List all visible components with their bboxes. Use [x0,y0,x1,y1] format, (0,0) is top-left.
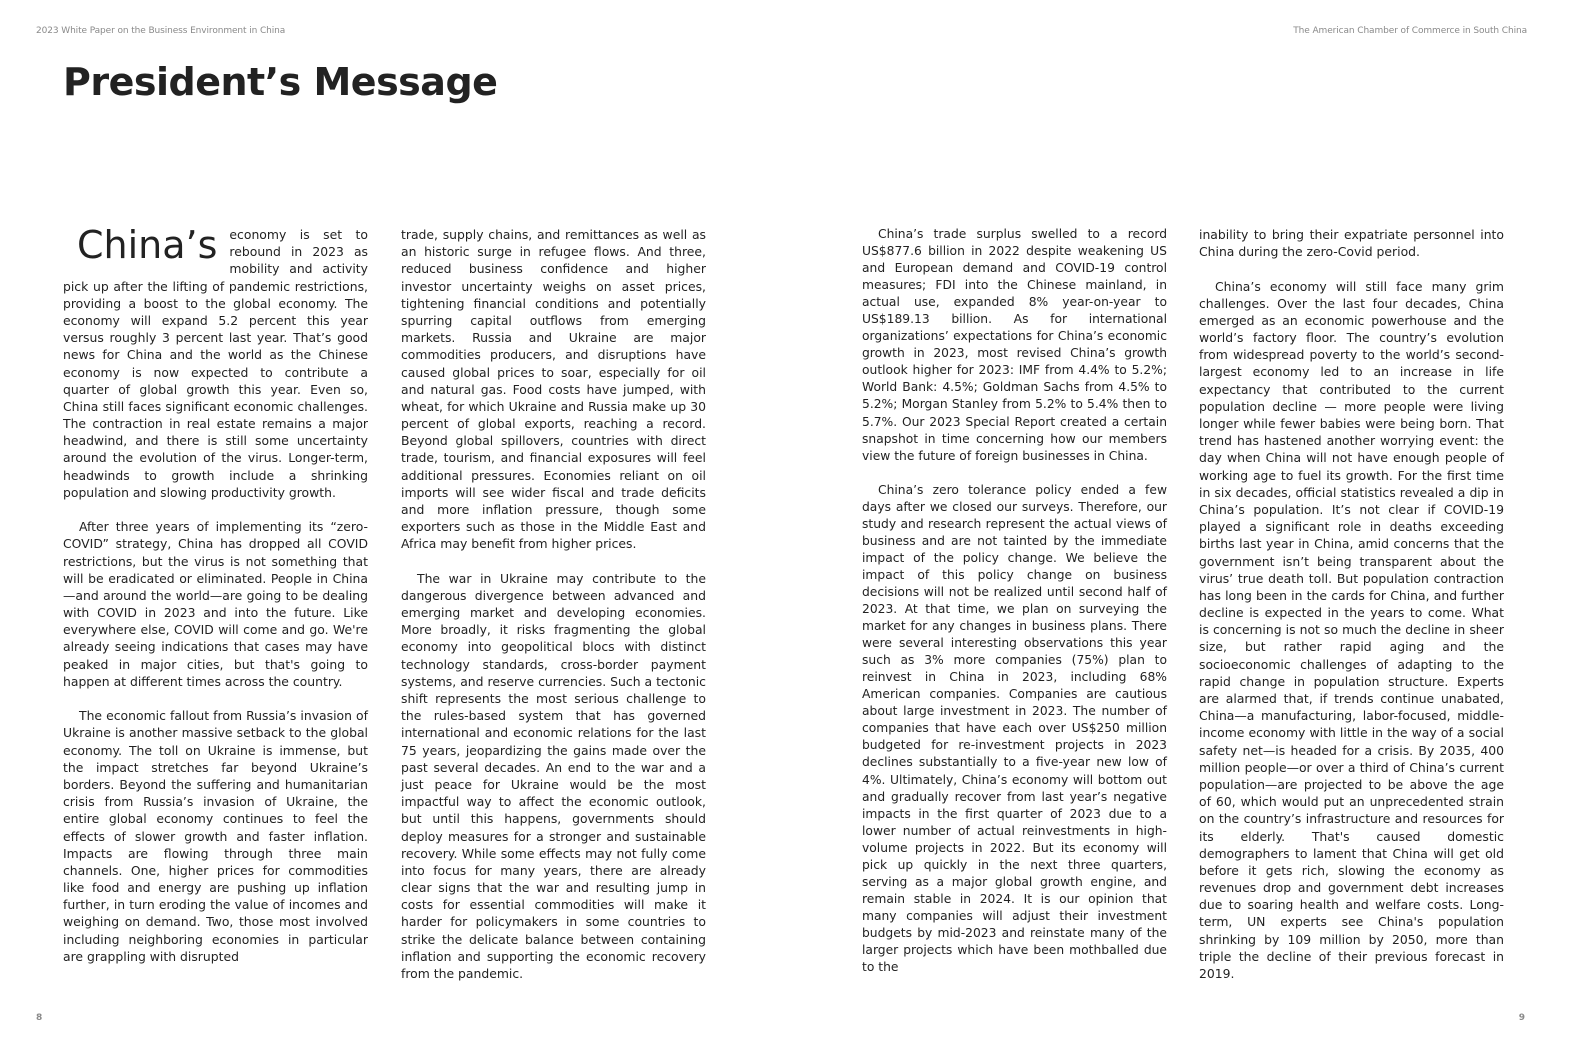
paragraph: The economic fallout from Russia’s invasion of Ukraine is another massive setback to the global economy. The toll on Ukraine is immense, but the impact stretches far beyond Ukraine’s borders. Beyond the suffering and humanitarian crisis from Russia’s invasion of Ukraine, the entire global economy continues to feel the effects of slower growth and faster inflation. Impacts are flowing through three main channels. One, higher prices for commodities like food and energy are pushing up inflation further, in turn eroding the value of incomes and weighing on demand. Two, those most involved including neighboring economies in particular are grappling with disrupted [63,708,368,964]
paragraph: trade, supply chains, and remittances as well as an historic surge in refugee flows. And three, reduced business confidence and higher investor uncertainty weighs on asset prices, tightening financial conditions and potentially spurring capital outflows from emerging markets. Russia and Ukraine are major commodities producers, and disruptions have caused global prices to soar, especially for oil and natural gas. Food costs have jumped, with wheat, for which Ukraine and Russia make up 30 percent of global exports, reaching a record. Beyond global spillovers, countries with direct trade, tourism, and financial exposures will feel additional pressures. Economies reliant on oil imports will see wider fiscal and trade deficits and more inflation pressure, though some exporters such as those in the Middle East and Africa may benefit from higher prices. [401,227,706,552]
running-head-right: The American Chamber of Commerce in South China [1293,26,1527,36]
paragraph: China’s zero tolerance policy ended a few days after we closed our surveys. Therefore, our study and research represent the actual views of business and are not tainted by the immediate impact of the policy change. We believe the impact of this policy change on business decisions will not be realized until second half of 2023. At that time, we plan on surveying the market for any changes in business plans. There were several interesting observations this year such as 3% more companies (75%) plan to reinvest in China in 2023, including 68% American companies. Companies are cautious about large investment in 2023. The number of companies that have each over US$250 million budgeted for re-investment projects in 2023 declines substantially to a five-year new low of 4%. Ultimately, China’s economy will bottom out and gradually recover from last year’s negative impacts in the first quarter of 2023 due to a lower number of actual reinvestments in high-volume projects in 2022. But its economy will pick up quickly in the next three quarters, serving as a major global growth engine, and remain stable in 2024. It is our opinion that many companies will adjust their investment budgets by mid-2023 and reinstate many of the larger projects which have been mothballed due to the [862,482,1167,975]
drop-cap-word: China’s [77,223,218,267]
running-head-left: 2023 White Paper on the Business Environment in China [36,26,286,36]
paragraph [63,223,368,501]
text-column-3 [862,226,1167,993]
page-number-left: 8 [36,1013,43,1023]
paragraph: China’s economy will still face many grim challenges. Over the last four decades, China emerged as an economic powerhouse and the world’s factory floor. The country’s evolution from widespread poverty to the world’s second-largest economy led to an increase in life expectancy that contributed to the current population decline — more people were living longer while fewer babies were being born. That trend has hastened another worrying event: the day when China will not have enough people of working age to fuel its growth. For the first time in six decades, official statistics revealed a dip in China’s population. It’s not clear if COVID-19 played a significant role in deaths exceeding births last year in China, amid concerns that the government isn’t being transparent about the virus’ true death toll. But population contraction has long been in the cards for China, and further decline is expected in the years to come. What is concerning is not so much the decline in sheer size, but rather rapid aging and the socioeconomic challenges of adapting to the rapid change in population structure. Experts are alarmed that, if trends continue unabated, China—a manufacturing, labor-focused, middle-income economy with little in the way of a social safety net—is headed for a crisis. By 2035, 400 million people—or over a third of China’s current population—are projected to be above the age of 60, which would put an unprecedented strain on the country’s infrastructure and resources for its elderly. That's caused domestic demographers to lament that China will get old before it gets rich, slowing the economy as revenues drop and government debt increases due to soaring health and welfare costs. Long-term, UN experts see China's population shrinking by 109 million by 2050, more than triple the decline of their previous forecast in 2019. [1199,278,1504,982]
paragraph-text: economy is set to rebound in 2023 as mobility and activity pick up after the lifting of pandemic restrictions, providing a boost to the global economy. The economy will expand 5.2 percent this year versus roughly 3 percent last year. That’s good news for China and the world as the Chinese economy is now expected to contribute a quarter of global growth this year. Even so, China still faces significant economic challenges. The contraction in real estate remains a major headwind, and there is still some uncertainty around the evolution of the virus. Longer-term, headwinds to growth include a shrinking population and slowing productivity growth. [63,227,368,500]
text-column-2 [401,226,706,999]
page-number-right: 9 [1518,1013,1525,1023]
page-title: President’s Message [63,60,498,104]
text-column-4 [1199,226,1504,999]
paragraph: China’s trade surplus swelled to a record US$877.6 billion in 2022 despite weakening US and European demand and COVID-19 control measures; FDI into the Chinese mainland, in actual use, expanded 8% year-on-year to US$189.13 billion. As for international organizations’ expectations for China’s economic growth in 2023, most revised China’s growth outlook higher for 2023: IMF from 4.4% to 5.2%; World Bank: 4.5%; Goldman Sachs from 4.5% to 5.2%; Morgan Stanley from 5.2% to 5.4% then to 5.7%. Our 2023 Special Report created a certain snapshot in time concerning how our members view the future of foreign businesses in China. [862,227,1167,463]
paragraph: inability to bring their expatriate personnel into China during the zero-Covid period. [1199,227,1504,260]
paragraph: After three years of implementing its “zero-COVID” strategy, China has dropped all COVID restrictions, but the virus is not something that will be eradicated or eliminated. People in China—and around the world—are going to be dealing with COVID in 2023 and into the future. Like everywhere else, COVID will come and go. We're already seeing indications that cases may have peaked in major cities, but that's going to happen at different times across the country. [63,519,368,689]
paragraph: The war in Ukraine may contribute to the dangerous divergence between advanced and emerging market and developing economies. More broadly, it risks fragmenting the global economy into geopolitical blocs with distinct technology standards, cross-border payment systems, and reserve currencies. Such a tectonic shift represents the most serious challenge to the rules-based system that has governed international and economic relations for the last 75 years, jeopardizing the gains made over the past several decades. An end to the war and a just peace for Ukraine would be the most impactful way to affect the economic outlook, but until this happens, governments should deploy measures for a stronger and sustainable recovery. While some effects may not fully come into focus for many years, there are already clear signs that the war and resulting jump in costs for essential commodities will make it harder for policymakers in some countries to strike the delicate balance between containing inflation and supporting the economic recovery from the pandemic. [401,570,706,982]
text-column-1 [63,223,368,982]
